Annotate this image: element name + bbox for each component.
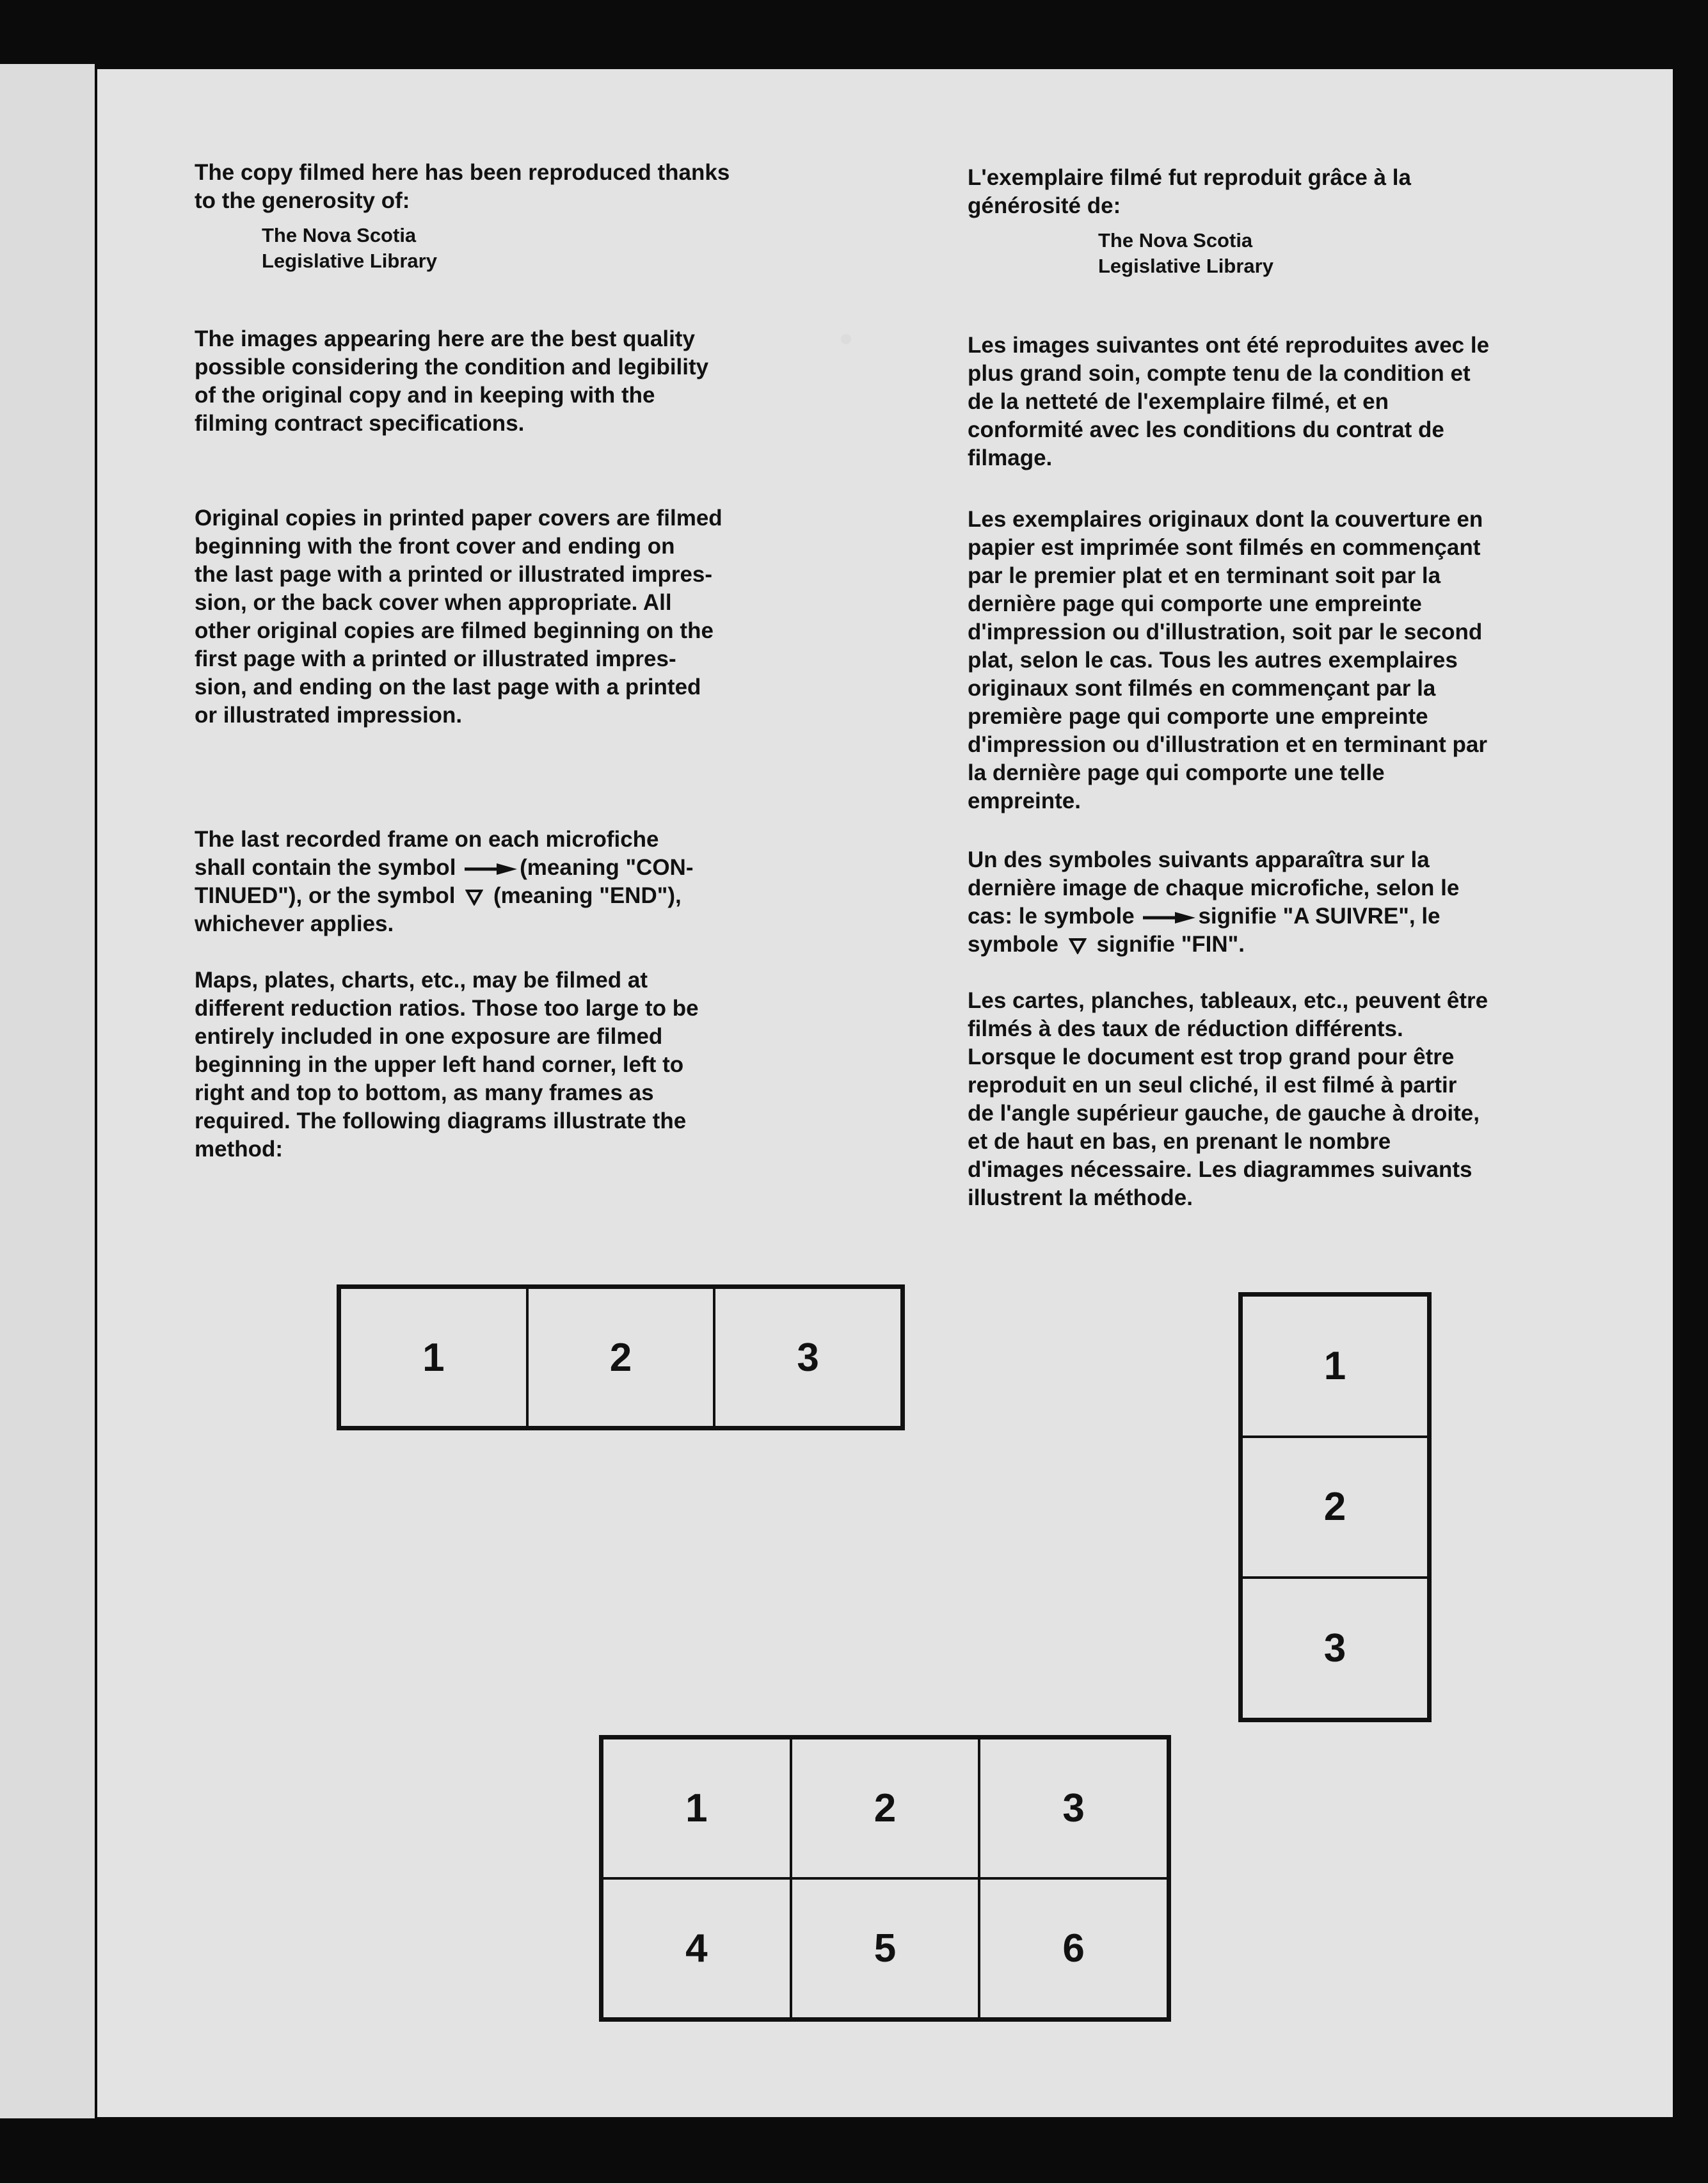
diagram-grid [599, 1735, 1171, 2022]
frame-cell: 2 [791, 1738, 980, 1878]
frame-cell: 1 [1241, 1295, 1428, 1437]
covers-paragraph-fr: Les exemplaires originaux dont la couverture en papier est imprimée sont filmés en commençant par le premier plat et en terminant soit par la dernière page qui comporte une empreinte d'impression ou d'illustration, soit par le second plat, selon le cas. Tous les autres exemplaires originaux sont filmés en commençant par la première page qui comporte une empreinte d'impression ou d'illustration et en terminant par la dernière page qui comporte une telle empreinte. [968, 507, 1488, 813]
frame-cell: 3 [1241, 1578, 1428, 1719]
library-name-en: The Nova Scotia Legislative Library [262, 224, 437, 272]
credit-intro-en: The copy filmed here has been reproduced thanks to the generosity of: [195, 160, 730, 213]
frame-cell: 1 [340, 1288, 527, 1427]
frame-cell: 3 [714, 1288, 902, 1427]
adjacent-page-strip [0, 64, 95, 2118]
arrow-right-icon [1143, 911, 1195, 925]
arrow-right-icon [465, 862, 517, 876]
french-column [968, 164, 1659, 1212]
frame-cell: 5 [791, 1878, 980, 2019]
microfiche-target-page [97, 69, 1673, 2117]
diagram-horizontal [337, 1284, 905, 1430]
quality-paragraph-fr: Les images suivantes ont été reproduites avec le plus grand soin, compte tenu de la condition et de la netteté de l'exemplaire filmé, et en conformité avec les conditions du contrat de filmage. [968, 333, 1490, 470]
frame-cell: 1 [602, 1738, 791, 1878]
triangle-down-icon [465, 889, 483, 906]
quality-paragraph-en: The images appearing here are the best quality possible considering the condition and legibility of the original copy and in keeping with the filming contract specifications. [195, 326, 709, 436]
frame-cell: 6 [979, 1878, 1168, 2019]
covers-paragraph-en: Original copies in printed paper covers are filmed beginning with the front cover and ending on the last page with a printed or illustrated impres- sion, or the back cover when appropriate. All other original copies are filmed beginning on the first page with a printed or illustrated impres- sion, and ending on the last page with a printed or illustrated impression. [195, 506, 722, 728]
frame-cell: 4 [602, 1878, 791, 2019]
maps-paragraph-fr: Les cartes, planches, tableaux, etc., peuvent être filmés à des taux de réduction différents. Lorsque le document est trop grand pour être reproduit en un seul cliché, il est filmé à partir de l'angle supérieur gauche, de gauche à droite, et de haut en bas, en prenant le nombre d'images nécessaire. Les diagrammes suivants illustrent la méthode. [968, 988, 1489, 1210]
frame-cell: 3 [979, 1738, 1168, 1878]
library-name-fr: The Nova Scotia Legislative Library [1098, 229, 1273, 277]
symbols-paragraph-fr: Un des symboles suivants apparaîtra sur la dernière image de chaque microfiche, selon le cas: le symbole signifie "A SUIVRE", le symbole signifie "FIN". [968, 847, 1460, 957]
frame-cell: 2 [527, 1288, 715, 1427]
diagram-vertical [1238, 1292, 1432, 1722]
symbols-paragraph-en: The last recorded frame on each microfiche shall contain the symbol (meaning "CON- TINUED"), or the symbol (meaning "END"), whichever applies. [195, 827, 694, 936]
credit-intro-fr: L'exemplaire filmé fut reproduit grâce à la générosité de: [968, 165, 1411, 218]
english-column [195, 159, 866, 1163]
frame-cell: 2 [1241, 1437, 1428, 1578]
triangle-down-icon [1069, 938, 1087, 954]
maps-paragraph-en: Maps, plates, charts, etc., may be filmed at different reduction ratios. Those too large to be entirely included in one exposure are filmed beginning in the upper left hand corner, left to right and top to bottom, as many frames as required. The following diagrams illustrate the method: [195, 968, 699, 1162]
